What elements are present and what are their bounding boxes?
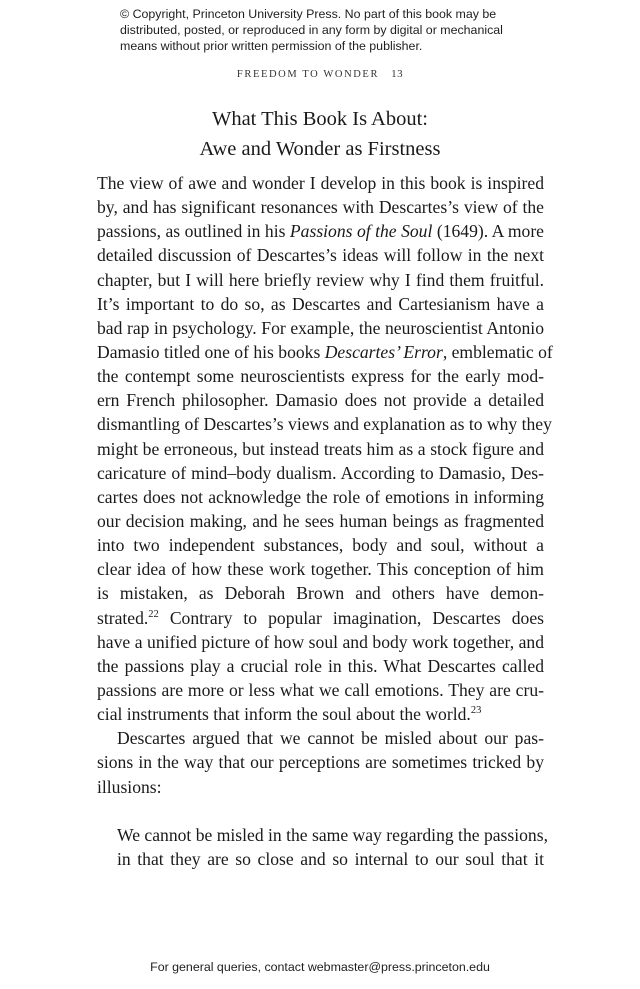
footnote-ref-22[interactable]: 22 [148,608,159,620]
book-title-italic: Passions of the Soul [289,221,433,242]
text-line: by, and has significant resonances with Descartes’s view of the [97,197,544,218]
text-line: is mistaken, as Deborah Brown and others have demon- [97,583,544,604]
section-title [0,104,640,164]
text-line: have a unified picture of how soul and body work together, and [97,631,544,652]
text-line: It’s important to do so, as Descartes and Cartesianism have a [97,293,544,314]
text-line: might be erroneous, but instead treats him as a stock figure and [97,438,544,459]
copyright-line: means without prior written permission of the publisher. [120,39,423,53]
text-run: , emblematic of [442,341,553,362]
text-run: passions, as outlined in his [97,221,290,242]
text-line [97,340,553,364]
page-number: 13 [391,68,404,80]
text-line [97,606,544,630]
copyright-line: © Copyright, Princeton University Press. No part of this book may be [120,7,497,21]
text-line: bad rap in psychology. For example, the neuroscientist Antonio [97,317,544,338]
text-line: We cannot be misled in the same way regarding the passions, [117,824,548,845]
running-head-title: FREEDOM TO WONDER [236,69,380,80]
text-line: cartes does not acknowledge the role of emotions in informing [97,486,544,507]
copyright-line: distributed, posted, or reproduced in any form by digital or mechanical [120,23,503,37]
text-line [97,219,544,243]
quote-spacer [97,799,544,823]
text-run: cial instruments that inform the soul about the world. [97,704,471,725]
text-line: caricature of mind–body dualism. According to Damasio, Des- [97,462,544,483]
text-line [97,702,544,726]
text-line: illusions: [97,776,162,797]
text-line: dismantling of Descartes’s views and explanation as to why they [97,414,552,435]
copyright-notice [120,6,540,54]
text-line: chapter, but I will here briefly review why I find them fruitful. [97,269,544,290]
text-line: in that they are so close and so internal to our soul that it [117,848,544,869]
text-line: into two independent substances, body and soul, without a [97,535,544,556]
text-run: Damasio titled one of his books [97,341,325,362]
text-line: sions in the way that our perceptions are sometimes tricked by [97,752,544,773]
text-line: detailed discussion of Descartes’s ideas will follow in the next [97,245,544,266]
running-head [0,68,640,80]
text-line: Descartes argued that we cannot be misled about our pas- [117,728,544,749]
section-title-line-2: Awe and Wonder as Firstness [199,138,441,160]
text-line: The view of awe and wonder I develop in this book is inspired [97,173,544,193]
block-quote [97,823,548,871]
text-run: (1649). A more [432,221,544,242]
book-title-italic: Descartes’ Error [324,341,443,362]
text-line: the passions play a crucial role in this. What Descartes called [97,655,544,676]
text-line: clear idea of how these work together. This conception of him [97,559,544,580]
footer-contact: For general queries, contact webmaster@press.princeton.edu [150,960,490,974]
paragraph-1 [97,171,553,726]
text-line: passions are more or less what we call emotions. They are cru- [97,679,544,700]
text-line: ern French philosopher. Damasio does not provide a detailed [97,390,544,411]
text-run: Contrary to popular imagination, Descartes does [158,607,544,628]
text-line: the contempt some neuroscientists express for the early mod- [97,366,544,387]
body-text [97,171,553,871]
paragraph-2 [97,726,544,798]
text-run: strated. [97,607,149,628]
text-line: our decision making, and he sees human beings as fragmented [97,510,544,531]
footnote-ref-23[interactable]: 23 [470,705,482,717]
section-title-line-1: What This Book Is About: [211,108,428,130]
